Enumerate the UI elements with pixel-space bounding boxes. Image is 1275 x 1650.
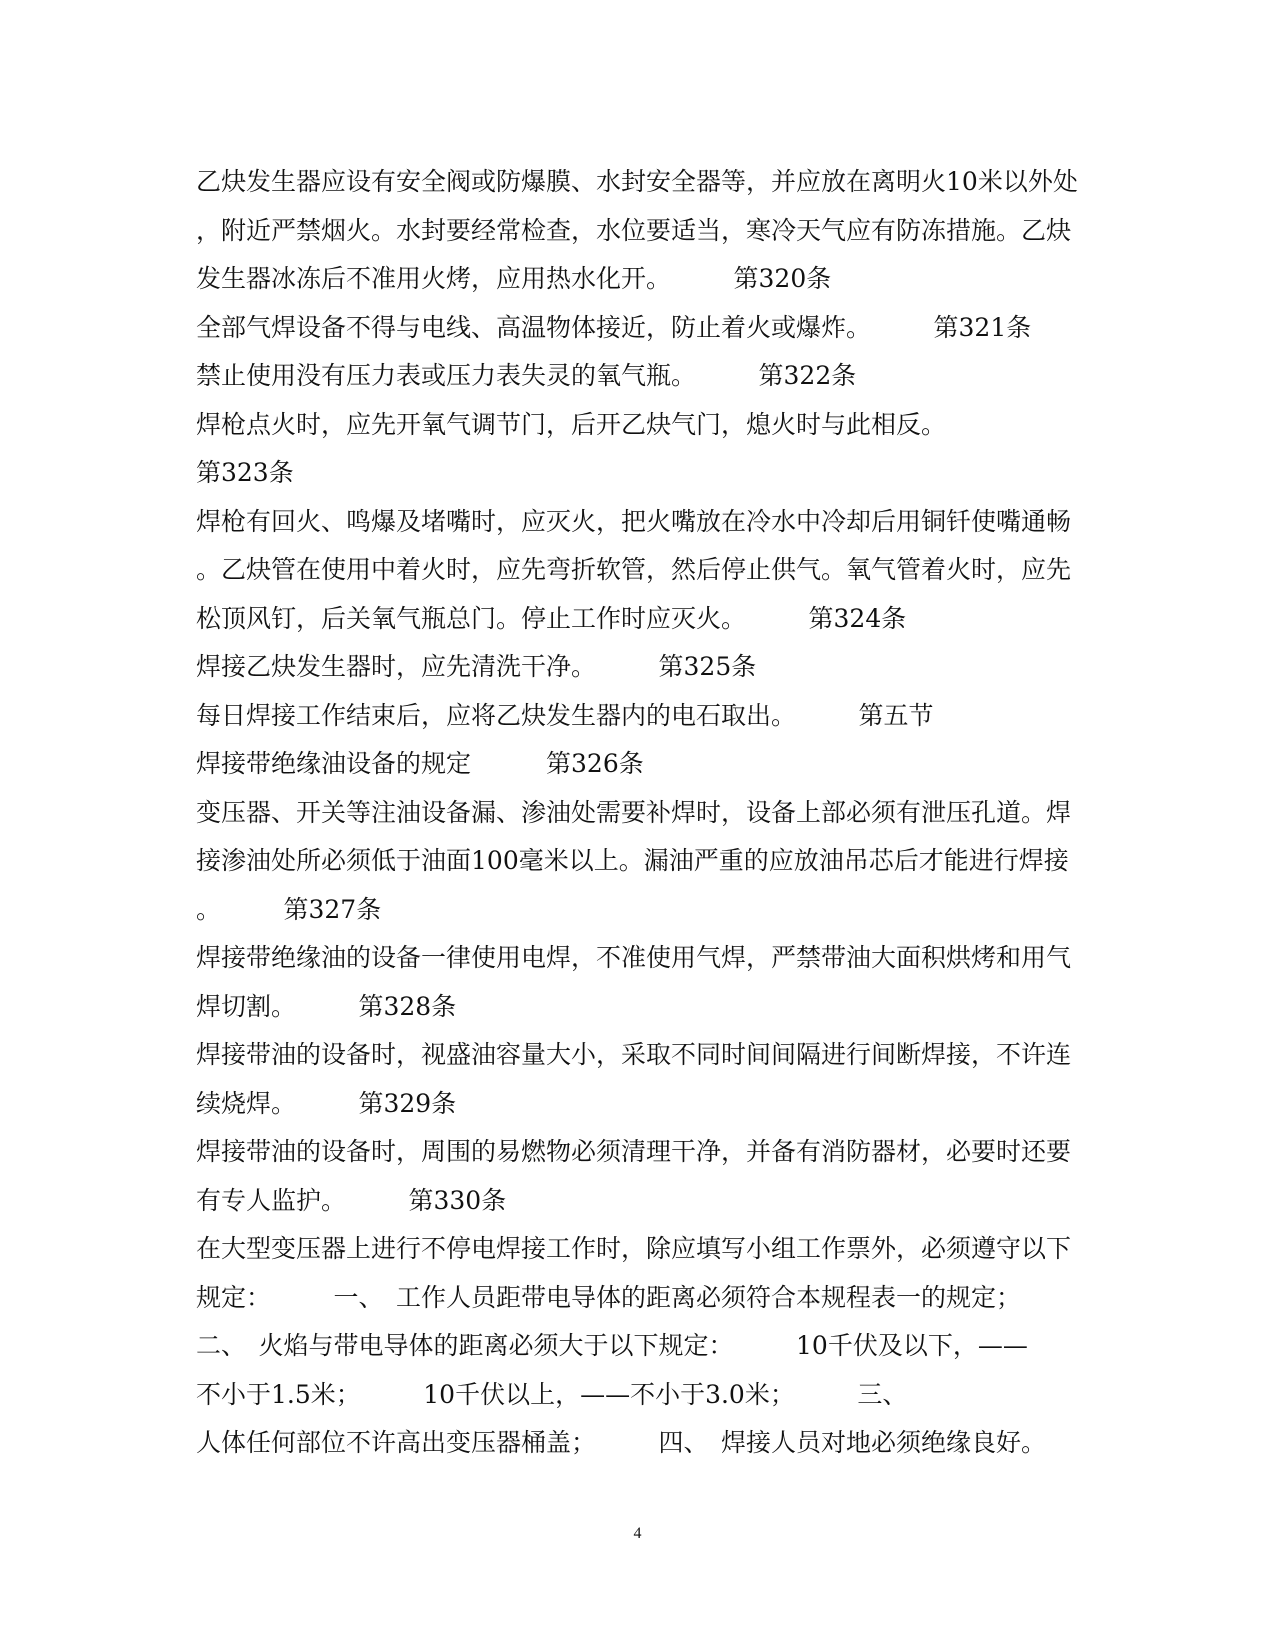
text-line: 有专人监护。 第330条 [196,1185,507,1215]
text-line: ，附近严禁烟火。水封要经常检查，水位要适当，寒冷天气应有防冻措施。乙炔 [196,215,1072,245]
text-line: 人体任何部位不许高出变压器桶盖； 四、 焊接人员对地必须绝缘良好。 [196,1428,1047,1457]
text-line: 焊枪点火时，应先开氧气调节门，后开乙炔气门，熄火时与此相反。 [196,409,947,439]
text-line: 禁止使用没有压力表或压力表失灵的氧气瓶。 第322条 [196,361,857,390]
text-line: 变压器、开关等注油设备漏、渗油处需要补焊时，设备上部必须有泄压孔道。焊 [196,797,1072,827]
page-number: 4 [633,1525,642,1542]
text-line: 松顶风钉，后关氧气瓶总门。停止工作时应灭火。 第324条 [196,603,907,633]
text-line: 焊接带绝缘油的设备一律使用电焊，不准使用气焊，严禁带油大面积烘烤和用气 [196,943,1072,972]
text-line: 乙炔发生器应设有安全阀或防爆膜、水封安全器等，并应放在离明火10米以外处 [196,167,1078,196]
text-line: 发生器冰冻后不准用火烤，应用热水化开。 第320条 [196,264,832,293]
text-line: 焊接带油的设备时，视盛油容量大小，采取不同时间间隔进行间断焊接，不许连 [196,1040,1072,1069]
text-line: 焊接带油的设备时，周围的易燃物必须清理干净，并备有消防器材，必要时还要 [196,1137,1072,1166]
text-line: 。 第327条 [196,894,382,924]
text-line: 第323条 [196,458,294,487]
text-line: 焊接带绝缘油设备的规定 第326条 [196,749,644,778]
text-line: 。乙炔管在使用中着火时，应先弯折软管，然后停止供气。氧气管着火时，应先 [196,555,1072,584]
text-line: 焊接乙炔发生器时，应先清洗干净。 第325条 [196,652,757,681]
text-line: 不小于1.5米； 10千伏以上，——不小于3.0米； 三、 [196,1379,908,1409]
text-line: 每日焊接工作结束后，应将乙炔发生器内的电石取出。 第五节 [196,700,934,730]
text-line: 接渗油处所必须低于油面100毫米以上。漏油严重的应放油吊芯后才能进行焊接 [196,846,1069,875]
text-line: 全部气焊设备不得与电线、高温物体接近，防止着火或爆炸。 第321条 [196,312,1032,342]
text-line: 焊切割。 第328条 [196,991,457,1021]
text-line: 二、 火焰与带电导体的距离必须大于以下规定： 10千伏及以下，—— [196,1331,1028,1360]
text-line: 续烧焊。 第329条 [196,1088,457,1118]
text-line: 在大型变压器上进行不停电焊接工作时，除应填写小组工作票外，必须遵守以下 [196,1234,1072,1263]
text-line: 规定： 一、 工作人员距带电导体的距离必须符合本规程表一的规定； [196,1282,1022,1312]
text-line: 焊枪有回火、鸣爆及堵嘴时，应灭火，把火嘴放在冷水中冷却后用铜钎使嘴通畅 [196,506,1072,536]
document-body [196,158,1086,1468]
